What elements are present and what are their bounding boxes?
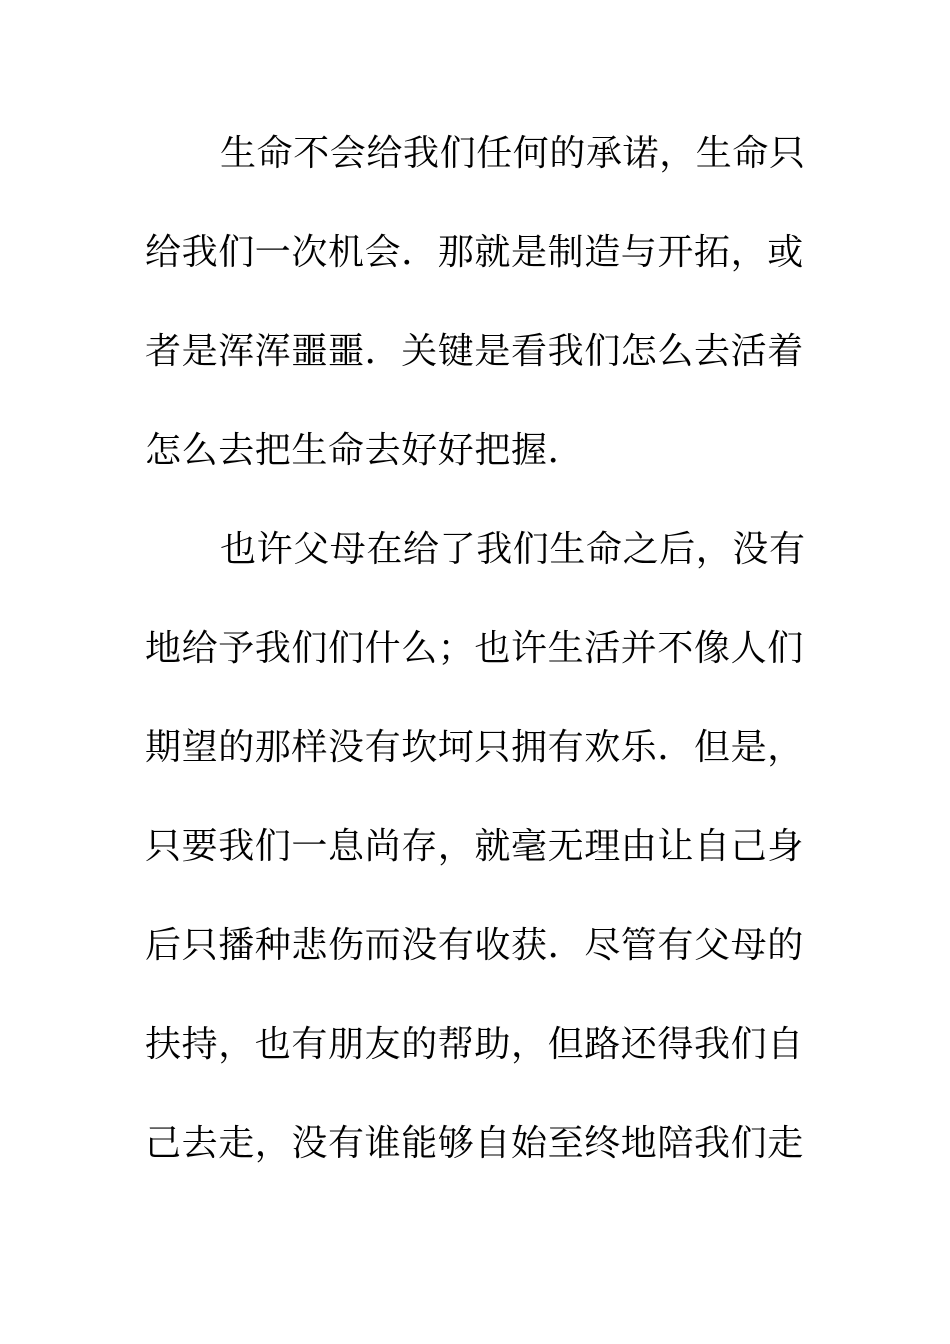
body-text	[145, 126, 810, 1215]
paragraph-2-line-3: 期望的那样没有坎坷只拥有欢乐．但是，	[145, 727, 804, 768]
paragraph-1-line-2: 给我们一次机会．那就是制造与开拓，或	[145, 232, 804, 273]
paragraph-2-line-7: 己去走，没有谁能够自始至终地陪我们走	[145, 1123, 804, 1164]
paragraph-2-line-2: 地给予我们们什么；也许生活并不像人们	[145, 628, 804, 669]
paragraph-2-line-5: 后只播种悲伤而没有收获．尽管有父母的	[145, 925, 804, 966]
paragraph-2-line-4: 只要我们一息尚存，就毫无理由让自己身	[145, 826, 804, 867]
paragraph-2-line-6: 扶持，也有朋友的帮助，但路还得我们自	[145, 1024, 804, 1065]
paragraph-1-line-4: 怎么去把生命去好好把握．	[145, 430, 585, 471]
paragraph-1-line-3: 者是浑浑噩噩．关键是看我们怎么去活着	[145, 331, 804, 372]
paragraph-2-line-1: 也许父母在给了我们生命之后，没有	[220, 529, 806, 570]
paragraph-1-line-1: 生命不会给我们任何的承诺，生命只	[220, 133, 806, 174]
